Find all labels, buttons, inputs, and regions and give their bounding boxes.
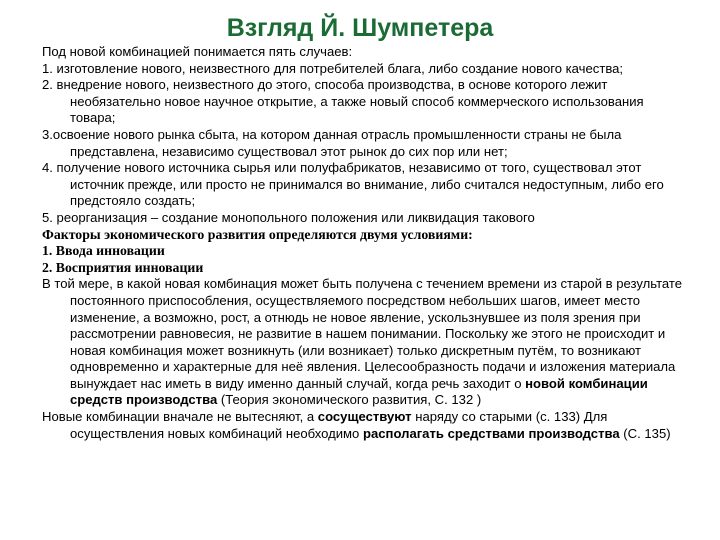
slide-body <box>42 44 690 442</box>
slide-title: Взгляд Й. Шумпетера <box>226 14 494 42</box>
paragraph-bold-means: располагать средствами производства <box>362 425 620 441</box>
paragraph-text: В той мере, в какой новая комбинация может быть получена с течением времени из старой в результате постоянного приспособления, осуществляемого посредством небольших шагов, имеет место изменение, а возможно, рост, а отнюдь не новое явление, ускользнувшее из поля зрения при рассмотрении равновесия, не развитие в нашем понимании. Поскольку же этого не происходит и новая комбинация может возникнуть (или возникает) только дискретным путём, то возникают одновременно и характерные для неё явления. Целесообразность подачи и изложения материала вынуждает нас иметь в виду именно данный случай, когда речь заходит о <box>42 276 683 391</box>
paragraph-text-2: наряду со старыми (с. 133) Для осуществления новых комбинаций необходимо <box>70 409 608 441</box>
case-item-3: 3.освоение нового рынка сбыта, на котором данная отрасль промышленности страны не была представлена, независимо существовал этот рынок до сих пор или нет; <box>42 126 622 159</box>
factors-heading: Факторы экономического развития определяются двумя условиями: <box>42 226 473 242</box>
paragraph-coexistence <box>42 409 690 442</box>
paragraph-citation: (Теория экономического развития, С. 132 ) <box>217 392 482 408</box>
paragraph-text-1: Новые комбинации вначале не вытесняют, а <box>42 409 318 425</box>
case-item-2: 2. внедрение нового, неизвестного до этого, способа производства, в основе которого лежит необязательно новое научное открытие, а также новый способ коммерческого использования товара; <box>42 77 644 126</box>
paragraph-citation-2: (С. 135) <box>619 425 671 441</box>
paragraph-bold-coexist: сосуществуют <box>317 409 412 425</box>
case-item-1: 1. изготовление нового, неизвестного для потребителей блага, либо создание нового качества; <box>42 60 624 76</box>
paragraph-bold-term: новой комбинации средств производства <box>70 375 648 408</box>
factor-item-2: 2. Восприятия инновации <box>42 259 204 275</box>
paragraph-new-combination <box>42 276 690 409</box>
intro-text: Под новой комбинацией понимается пять случаев: <box>42 44 353 59</box>
case-item-5: 5. реорганизация – создание монопольного положения или ликвидация такового <box>42 209 535 225</box>
case-item-4: 4. получение нового источника сырья или полуфабрикатов, независимо от того, существовал этот источник прежде, или просто не принимался во внимание, либо считался недоступным, либо его предстояло создать; <box>42 160 664 209</box>
factor-item-1: 1. Ввода инновации <box>42 243 165 259</box>
